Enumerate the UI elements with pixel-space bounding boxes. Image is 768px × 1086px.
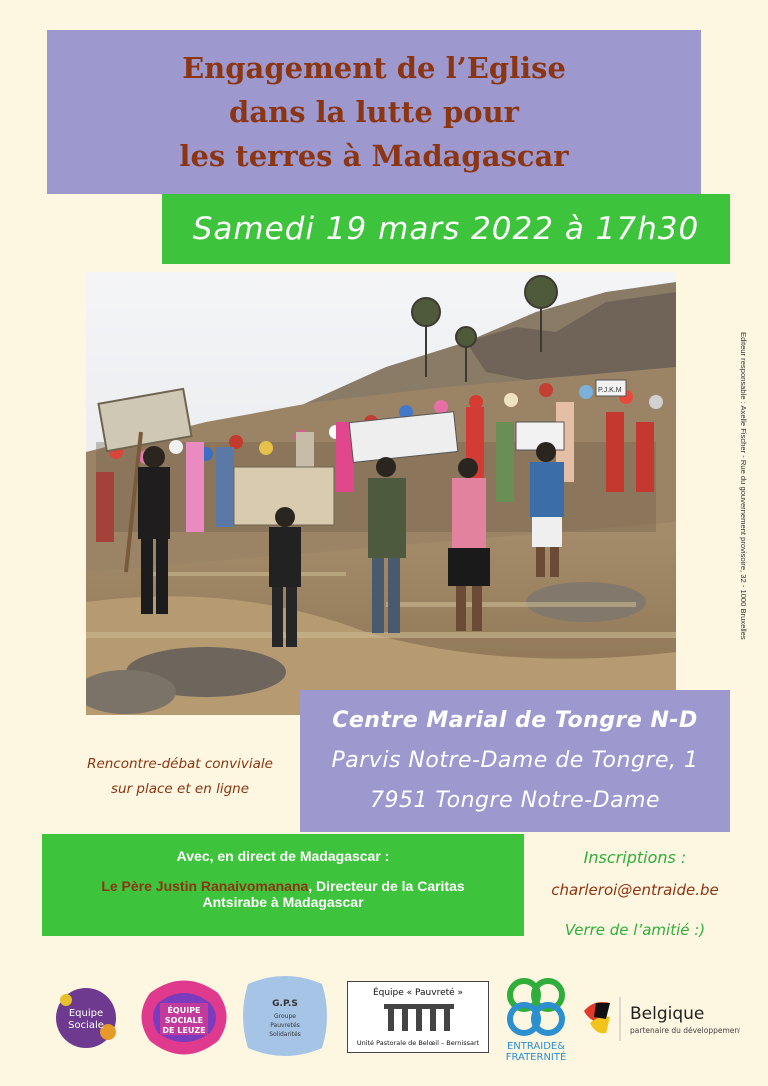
event-date: Samedi 19 mars 2022 à 17h30 (192, 211, 700, 247)
entraide-line-2: FRATERNITÉ (505, 1052, 567, 1063)
rencontre-note (60, 752, 300, 802)
rencontre-line-1: Rencontre-débat conviviale (87, 756, 273, 772)
gps-emblem (240, 970, 330, 1062)
gps-line-3: Pauvretés (270, 1022, 300, 1029)
belgique-emblem (580, 989, 740, 1049)
rencontre-line-2: sur place et en ligne (110, 781, 250, 797)
logo-entraide (498, 973, 574, 1063)
equipe-sociale-emblem (38, 970, 134, 1066)
sign-pjkm: P.J.K.M (598, 387, 622, 394)
leuze-line-3: DE LEUZE (162, 1026, 206, 1035)
logo-equipe-sociale (38, 970, 134, 1066)
title-line-3: les terres à Madagascar (179, 139, 569, 173)
guest-role: , Directeur de la Caritas (308, 878, 465, 894)
venue-address: Parvis Notre-Dame de Tongre, 1 (331, 748, 699, 773)
pauvrete-subtitle: Unité Pastorale de Belœil – Bernissart (356, 1039, 480, 1047)
belgique-tagline: partenaire du développement (630, 1026, 740, 1035)
verre-amitie: Verre de l’amitié :) (564, 921, 706, 939)
inscriptions-email[interactable]: charleroi@entraide.be (551, 881, 719, 899)
guest-name: Le Père Justin Ranaivomanana (101, 878, 309, 894)
entraide-line-1: ENTRAIDE& (506, 1041, 566, 1052)
title-line-2: dans la lutte pour (229, 95, 519, 129)
guest-box (42, 834, 524, 936)
people-icon (384, 1004, 454, 1031)
gps-line-1: G.P.S (272, 999, 298, 1009)
leuze-line-2: SOCIALE (164, 1016, 204, 1025)
pauvrete-emblem (348, 982, 488, 1052)
leuze-line-1: ÉQUIPE (167, 1006, 201, 1015)
title-banner (47, 30, 701, 194)
gps-line-2: Groupe (274, 1013, 296, 1020)
inscriptions-block (530, 848, 740, 939)
guest-intro: Avec, en direct de Madagascar : (176, 848, 390, 864)
pauvrete-title: Équipe « Pauvreté » (372, 988, 464, 998)
logo-gps (240, 970, 330, 1062)
protest-photo (86, 272, 676, 715)
equipe-sociale-text-1: Equipe (68, 1008, 104, 1019)
entraide-emblem (498, 973, 574, 1063)
equipe-sociale-text-2: Sociale (68, 1020, 104, 1031)
partner-logos (0, 965, 768, 1065)
venue-box (300, 690, 730, 832)
photo-illustration (86, 272, 676, 715)
guest-location: Antsirabe à Madagascar (202, 894, 364, 910)
leuze-emblem (140, 973, 228, 1061)
editor-note: Editeur responsable : Axelle Fischer - Rue du gouvernement provisoire, 32 - 1000 Bruxelles (739, 332, 748, 640)
guest-detail (42, 878, 524, 910)
gps-line-4: Solidarités (269, 1031, 301, 1038)
venue-name: Centre Marial de Tongre N-D (332, 708, 698, 733)
title-line-1: Engagement de l’Eglise (182, 51, 566, 85)
venue-city: 7951 Tongre Notre-Dame (369, 788, 661, 813)
date-banner (162, 194, 730, 264)
inscriptions-title: Inscriptions : (583, 848, 687, 867)
logo-belgique (580, 989, 740, 1049)
logo-leuze (140, 973, 228, 1061)
logo-equipe-pauvrete (347, 981, 489, 1053)
belgique-name: Belgique (630, 1004, 705, 1024)
